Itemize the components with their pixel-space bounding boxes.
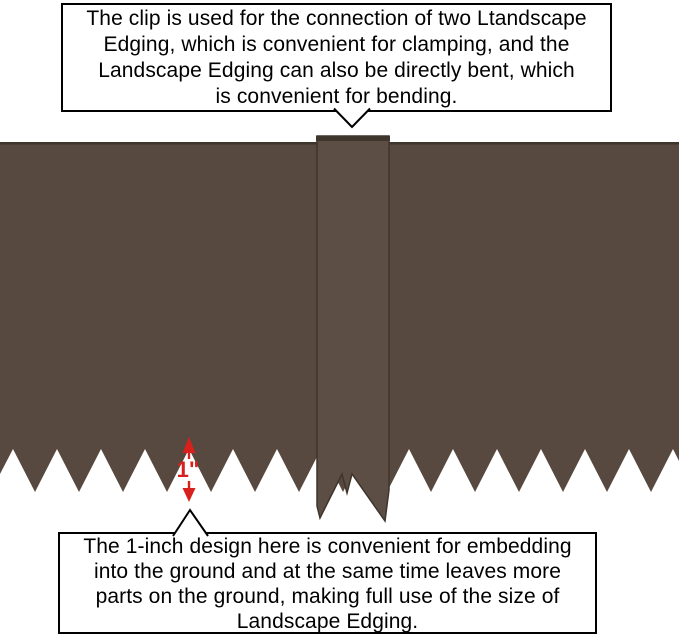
callout-line: Edging, which is convenient for clamping, and the [103,32,570,56]
callout-line: The clip is used for the connection of two Ltandscape [86,6,587,30]
arrow-head-down [183,488,196,502]
top-callout-pointer [334,109,370,128]
bottom-callout [61,534,594,633]
connector-clip [317,136,389,521]
callout-line: parts on the ground, making full use of the size of [95,584,560,608]
clip-top-cap [316,136,390,141]
callout-line: Landscape Edging. [236,609,419,633]
callout-line: into the ground and at the same time leaves more [93,559,562,583]
callout-line: The 1-inch design here is convenient for embedding [83,534,572,558]
callout-line: Landscape Edging can also be directly bent, which [98,58,575,82]
measurement-label: 1" [176,457,200,482]
callout-line: is convenient for bending. [215,84,458,108]
bottom-callout-pointer [173,510,208,536]
top-callout [64,5,609,110]
